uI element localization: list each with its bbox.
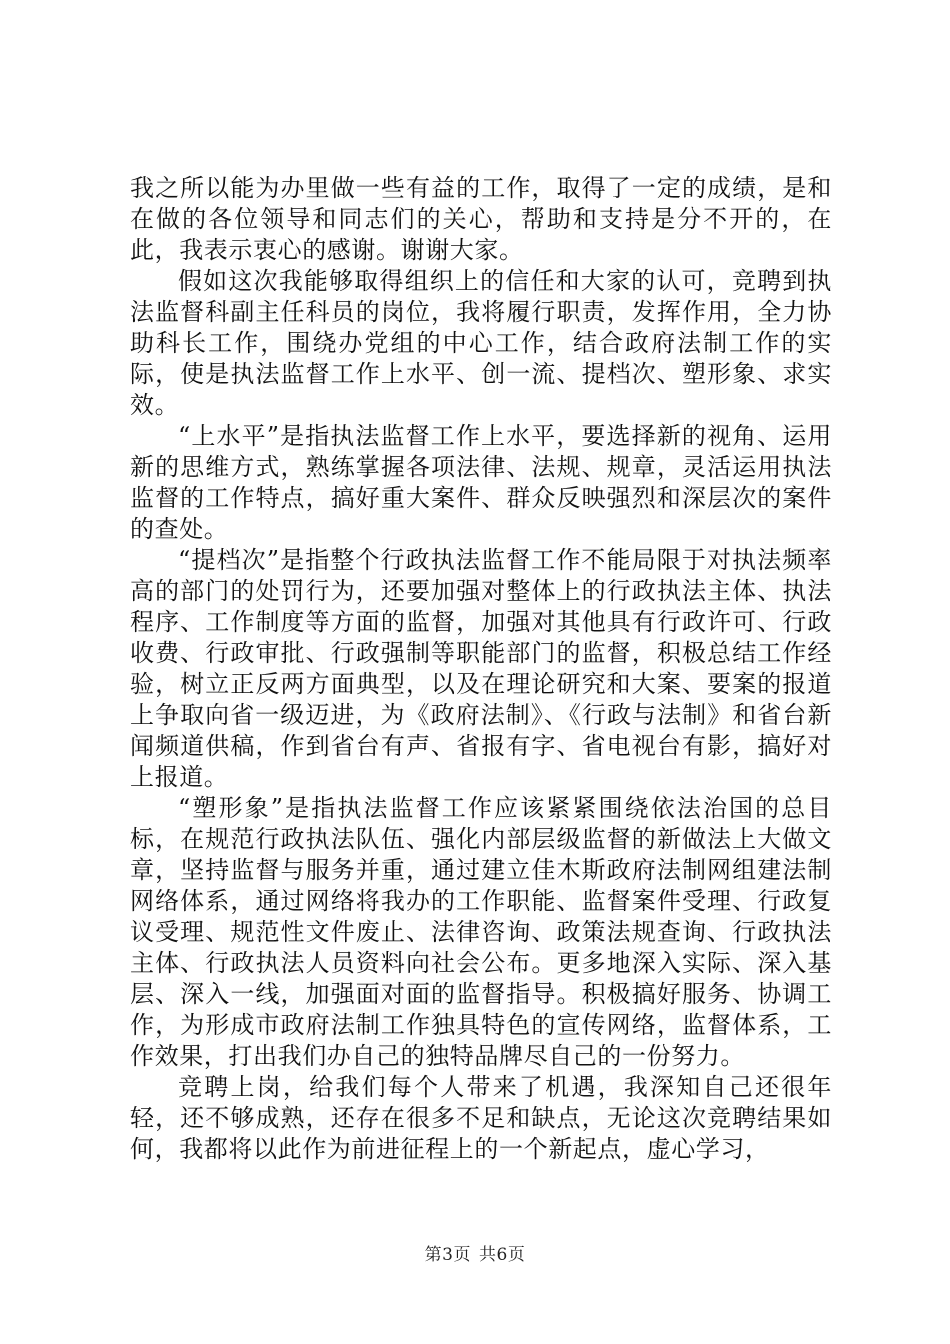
page-total: 共6页: [479, 1245, 526, 1265]
paragraph-1: 我之所以能为办里做一些有益的工作，取得了一定的成绩，是和在做的各位领导和同志们的关心，帮助和支持是分不开的，在此，我表示衷心的感谢。谢谢大家。: [130, 174, 832, 264]
page-number: 第3页: [424, 1245, 471, 1265]
document-body: [130, 173, 832, 1165]
paragraph-6: 竞聘上岗，给我们每个人带来了机遇，我深知自己还很年轻，还不够成熟，还存在很多不足和缺点，无论这次竞聘结果如何，我都将以此作为前进征程上的一个新起点，虚心学习，: [130, 1073, 832, 1163]
page-footer: [0, 1240, 950, 1265]
paragraph-5: “塑形象”是指执法监督工作应该紧紧围绕依法治国的总目标，在规范行政执法队伍、强化内部层级监督的新做法上大做文章，坚持监督与服务并重，通过建立佳木斯政府法制网组建法制网络体系，通过网络将我办的工作职能、监督案件受理、行政复议受理、规范性文件废止、法律咨询、政策法规查询、行政执法主体、行政执法人员资料向社会公布。更多地深入实际、深入基层、深入一线，加强面对面的监督指导。积极搞好服务、协调工作，为形成市政府法制工作独具特色的宣传网络，监督体系，工作效果，打出我们办自己的独特品牌尽自己的一份努力。: [130, 794, 832, 1070]
paragraph-3: “上水平”是指执法监督工作上水平，要选择新的视角、运用新的思维方式，熟练掌握各项法律、法规、规章，灵活运用执法监督的工作特点，搞好重大案件、群众反映强烈和深层次的案件的查处。: [130, 422, 832, 543]
paragraph-2: 假如这次我能够取得组织上的信任和大家的认可，竞聘到执法监督科副主任科员的岗位，我将履行职责，发挥作用，全力协助科长工作，围绕办党组的中心工作，结合政府法制工作的实际，使是执法监督工作上水平、创一流、提档次、塑形象、求实效。: [130, 267, 832, 419]
paragraph-4: “提档次”是指整个行政执法监督工作不能局限于对执法频率高的部门的处罚行为，还要加强对整体上的行政执法主体、执法程序、工作制度等方面的监督，加强对其他具有行政许可、行政收费、行政审批、行政强制等职能部门的监督，积极总结工作经验，树立正反两方面典型，以及在理论研究和大案、要案的报道上争取向省一级迈进，为《政府法制》、《行政与法制》和省台新闻频道供稿，作到省台有声、省报有字、省电视台有影，搞好对上报道。: [130, 546, 832, 791]
